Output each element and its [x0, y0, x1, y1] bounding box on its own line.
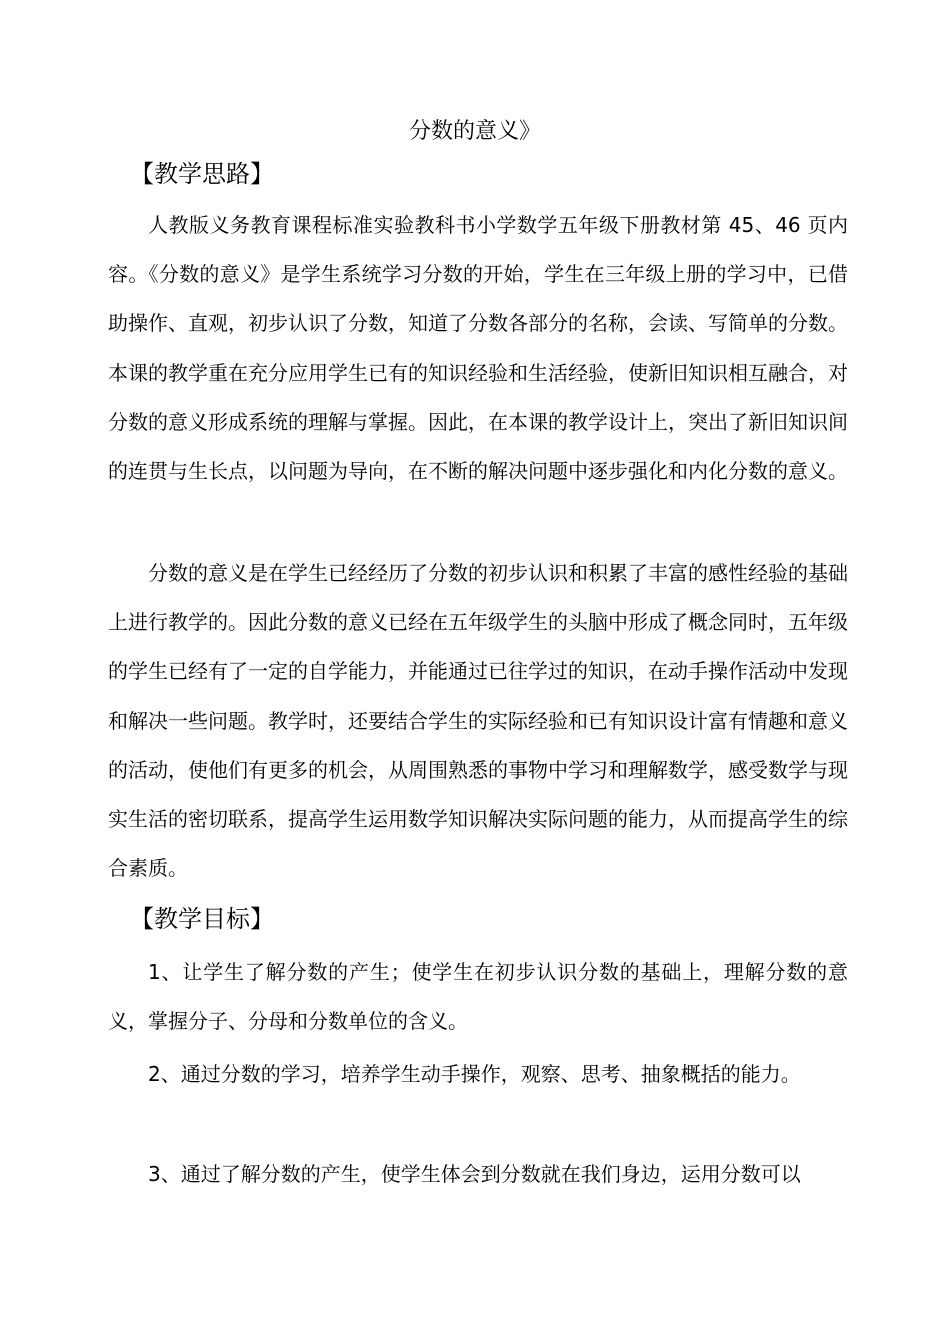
- paragraph-approach-2: 分数的意义是在学生已经经历了分数的初步认识和积累了丰富的感性经验的基础上进行教学的。因此分数的意义已经在五年级学生的头脑中形成了概念同时，五年级的学生已经有了一定的自学能力，并能通过已往学过的知识，在动手操作活动中发现和解决一些问题。教学时，还要结合学生的实际经验和已有知识设计富有情趣和意义的活动，使他们有更多的机会，从周围熟悉的事物中学习和理解数学，感受数学与现实生活的密切联系，提高学生运用数学知识解决实际问题的能力，从而提高学生的综合素质。: [108, 561, 848, 881]
- section-heading-teaching-approach: 【教学思路】: [130, 160, 274, 188]
- paragraph-objective-3: 3、通过了解分数的产生，使学生体会到分数就在我们身边，运用分数可以: [148, 1162, 801, 1186]
- paragraph-objective-2: 2、通过分数的学习，培养学生动手操作，观察、思考、抽象概括的能力。: [148, 1062, 801, 1086]
- paragraph-objective-1: 1、让学生了解分数的产生；使学生在初步认识分数的基础上，理解分数的意义，掌握分子、分母和分数单位的含义。: [108, 960, 848, 1034]
- document-title: 分数的意义》: [408, 119, 541, 144]
- paragraph-approach-1: 人教版义务教育课程标准实验教科书小学数学五年级下册教材第 45、46 页内容。《分数的意义》是学生系统学习分数的开始，学生在三年级上册的学习中，已借助操作、直观，初步认识了分数，知道了分数各部分的名称，会读、写简单的分数。本课的教学重在充分应用学生已有的知识经验和生活经验，使新旧知识相互融合，对分数的意义形成系统的理解与掌握。因此，在本课的教学设计上，突出了新旧知识间的连贯与生长点，以问题为导向，在不断的解决问题中逐步强化和内化分数的意义。: [108, 213, 848, 484]
- section-heading-teaching-objectives: 【教学目标】: [130, 905, 274, 933]
